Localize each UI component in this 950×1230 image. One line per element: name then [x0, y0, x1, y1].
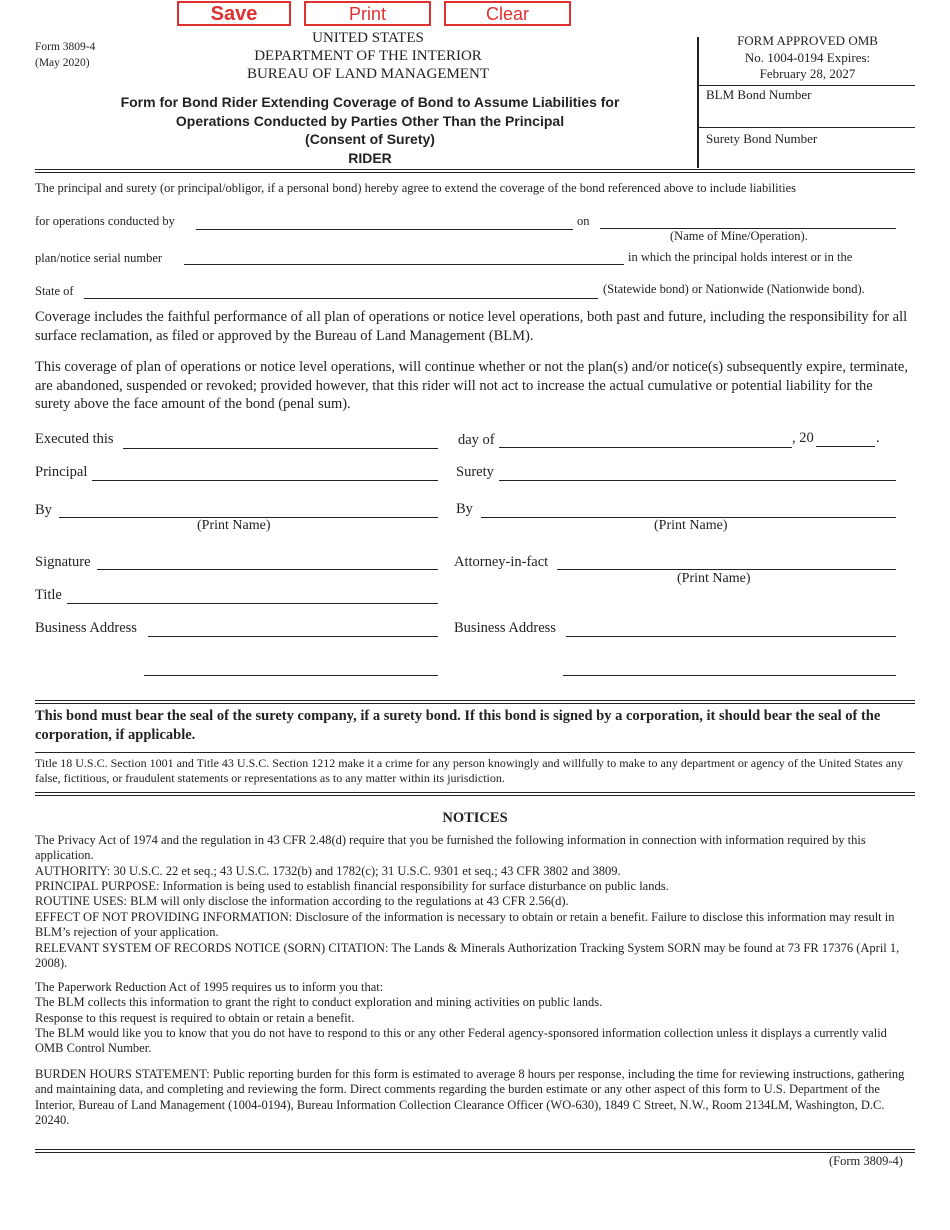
executed-line	[123, 448, 438, 449]
notice-omb: The BLM would like you to know that you do not have to respond to this or any other Federal agency-sponsored information collection unless it displays a currently valid OMB Control Number.	[35, 1026, 887, 1056]
principal-label: Principal	[35, 464, 88, 480]
title-line3: (Consent of Surety)	[305, 131, 435, 147]
by-left-input[interactable]	[60, 500, 436, 518]
serial-line	[184, 264, 624, 265]
notice-sorn: RELEVANT SYSTEM OF RECORDS NOTICE (SORN) CITATION: The Lands & Minerals Authorization Tracking System SORN may be found at 73 FR 17376 (April 1, 2008).	[35, 941, 900, 971]
intro-text: The principal and surety (or principal/obligor, if a personal bond) hereby agree to extend the coverage of the bond referenced above to include liabilities	[35, 181, 797, 195]
notice-effect: EFFECT OF NOT PROVIDING INFORMATION: Disclosure of the information is necessary to obtain or retain a benefit. Failure to disclose this information may result in BLM’s rejection of your application.	[35, 910, 895, 940]
business-address-left-input-2[interactable]	[145, 657, 436, 675]
agency-line3: BUREAU OF LAND MANAGEMENT	[246, 66, 490, 82]
notices-heading: NOTICES	[442, 810, 508, 826]
notice-purpose: PRINCIPAL PURPOSE: Information is being used to establish financial responsibility for surface disturbance on public lands.	[35, 879, 669, 893]
agency-header	[240, 29, 496, 83]
title-line	[67, 603, 438, 604]
mine-note: (Name of Mine/Operation).	[670, 229, 808, 243]
header-rule	[35, 169, 915, 173]
attorney-input[interactable]	[558, 552, 894, 570]
state-line	[84, 298, 598, 299]
blm-bond-label: BLM Bond Number	[706, 87, 812, 102]
omb-info	[700, 33, 915, 83]
form-date: (May 2020)	[35, 57, 90, 69]
agency-line1: UNITED STATES	[312, 30, 424, 46]
state-label: State of	[35, 284, 74, 298]
title-line1: Form for Bond Rider Extending Coverage of Bond to Assume Liabilities for	[120, 94, 620, 110]
serial-input[interactable]	[185, 247, 622, 265]
surety-bond-label: Surety Bond Number	[706, 131, 818, 146]
year-prefix: , 20	[792, 430, 814, 446]
notice-pra: The Paperwork Reduction Act of 1995 requires us to inform you that:	[35, 980, 384, 994]
omb-divider-2	[699, 127, 915, 128]
omb-line2: No. 1004-0194 Expires:	[744, 49, 871, 65]
surety-line	[499, 480, 896, 481]
seal-rule-top	[35, 700, 915, 704]
print-name-attorney: (Print Name)	[677, 571, 751, 586]
signature-line	[97, 569, 438, 570]
signature-input[interactable]	[98, 552, 436, 570]
by-right-input[interactable]	[482, 500, 894, 518]
operator-line	[196, 229, 573, 230]
state-input[interactable]	[85, 280, 595, 298]
notices-rule	[35, 792, 915, 796]
statewide-text: (Statewide bond) or Nationwide (Nationwide bond).	[603, 282, 865, 296]
interest-text: in which the principal holds interest or in the	[628, 250, 853, 264]
business-address-left-input-1[interactable]	[149, 618, 436, 636]
notice-authority: AUTHORITY: 30 U.S.C. 22 et seq.; 43 U.S.C. 1732(b) and 1782(c); 31 U.S.C. 9301 et seq.; 43 CFR 3802 and 3809.	[35, 864, 621, 878]
blm-bond-input[interactable]	[706, 106, 911, 124]
coverage-paragraph-2: This coverage of plan of operations or notice level operations, will continue whether or not the plan(s) and/or notice(s) subsequently expire, terminate, are abandoned, suspended or revoked; provided however, that this rider will not act to increase the actual cumulative or potential liability for the surety above the face amount of the bond (penal sum).	[35, 359, 908, 412]
agency-line2: DEPARTMENT OF THE INTERIOR	[254, 48, 482, 64]
seal-notice: This bond must bear the seal of the surety company, if a surety bond. If this bond is signed by a corporation, it should bear the seal of the corporation, if applicable.	[35, 708, 881, 743]
notice-routine: ROUTINE USES: BLM will only disclose the information according to the regulations at 43 CFR 2.56(d).	[35, 894, 569, 908]
business-address-right-line-2	[563, 675, 896, 676]
by-right-label: By	[456, 501, 473, 517]
ops-by-label: for operations conducted by	[35, 214, 175, 228]
executed-label: Executed this	[35, 431, 114, 447]
coverage-paragraph-1: Coverage includes the faithful performance of all plan of operations or notice level operations, both past and future, including the responsibility for all surface reclamation, as filed or approved by the Bureau of Land Management (BLM).	[35, 309, 908, 344]
clear-button[interactable]: Clear	[444, 1, 571, 26]
attorney-line	[557, 569, 896, 570]
month-line	[499, 447, 792, 448]
seal-rule-bottom	[35, 752, 915, 753]
title-label: Title	[35, 587, 62, 603]
signature-label: Signature	[35, 554, 91, 570]
business-address-left-line-1	[148, 636, 438, 637]
business-address-right-line-1	[566, 636, 896, 637]
day-of-label: day of	[458, 432, 495, 448]
notice-privacy: The Privacy Act of 1974 and the regulation in 43 CFR 2.48(d) require that you be furnished the following information in connection with information required by this application.	[35, 833, 866, 863]
attorney-label: Attorney-in-fact	[454, 554, 549, 570]
business-address-left-label: Business Address	[35, 620, 137, 636]
form-title	[35, 93, 705, 167]
business-address-right-input-1[interactable]	[567, 618, 894, 636]
business-address-right-input-2[interactable]	[564, 657, 894, 675]
principal-line	[92, 480, 438, 481]
footer-rule	[35, 1149, 915, 1153]
notice-collects: The BLM collects this information to grant the right to conduct exploration and mining activities on public lands.	[35, 995, 603, 1009]
omb-line3: February 28, 2027	[759, 66, 856, 81]
operator-input[interactable]	[197, 212, 571, 230]
period: .	[876, 430, 880, 446]
notice-response: Response to this request is required to obtain or retain a benefit.	[35, 1011, 355, 1025]
omb-line1: FORM APPROVED OMB	[737, 33, 878, 48]
principal-input[interactable]	[93, 462, 436, 480]
title-line2: Operations Conducted by Parties Other Than the Principal	[175, 112, 565, 129]
business-address-left-line-2	[144, 675, 438, 676]
title-input[interactable]	[68, 585, 436, 603]
form-number: Form 3809-4	[35, 41, 96, 53]
save-button[interactable]: Save	[177, 1, 291, 26]
omb-box-divider	[697, 37, 699, 168]
omb-divider-1	[699, 85, 915, 86]
mine-input[interactable]	[601, 211, 895, 229]
print-button[interactable]: Print	[304, 1, 431, 26]
surety-label: Surety	[456, 464, 494, 480]
surety-bond-input[interactable]	[706, 149, 911, 167]
print-name-right: (Print Name)	[654, 518, 728, 533]
footer-form-number: (Form 3809-4)	[829, 1154, 903, 1168]
on-label: on	[577, 214, 590, 228]
notice-burden: BURDEN HOURS STATEMENT: Public reporting burden for this form is estimated to average 8 hours per response, including the time for reviewing instructions, gathering and maintaining data, and completing and reviewing the form. Direct comments regarding the burden estimate or any other aspect of this form to U.S. Department of the Interior, Bureau of Land Management (1004-0194), Bureau Information Collection Clearance Officer (WO-630), 1849 C Street, N.W., Room 2134LM, Washington, D.C. 20240.	[35, 1067, 905, 1128]
year-line	[816, 446, 875, 447]
by-left-label: By	[35, 502, 52, 518]
executed-input[interactable]	[124, 430, 436, 448]
business-address-right-label: Business Address	[454, 620, 556, 636]
title-line4: RIDER	[348, 149, 392, 166]
surety-input[interactable]	[500, 462, 894, 480]
print-name-left: (Print Name)	[197, 518, 271, 533]
title18-warning: Title 18 U.S.C. Section 1001 and Title 43 U.S.C. Section 1212 make it a crime for any person knowingly and willfully to make to any department or agency of the United States any false, fictitious, or fraudulent statements or representations as to any matter within its jurisdiction.	[35, 756, 904, 785]
month-input[interactable]	[500, 430, 790, 448]
serial-label: plan/notice serial number	[35, 251, 163, 265]
